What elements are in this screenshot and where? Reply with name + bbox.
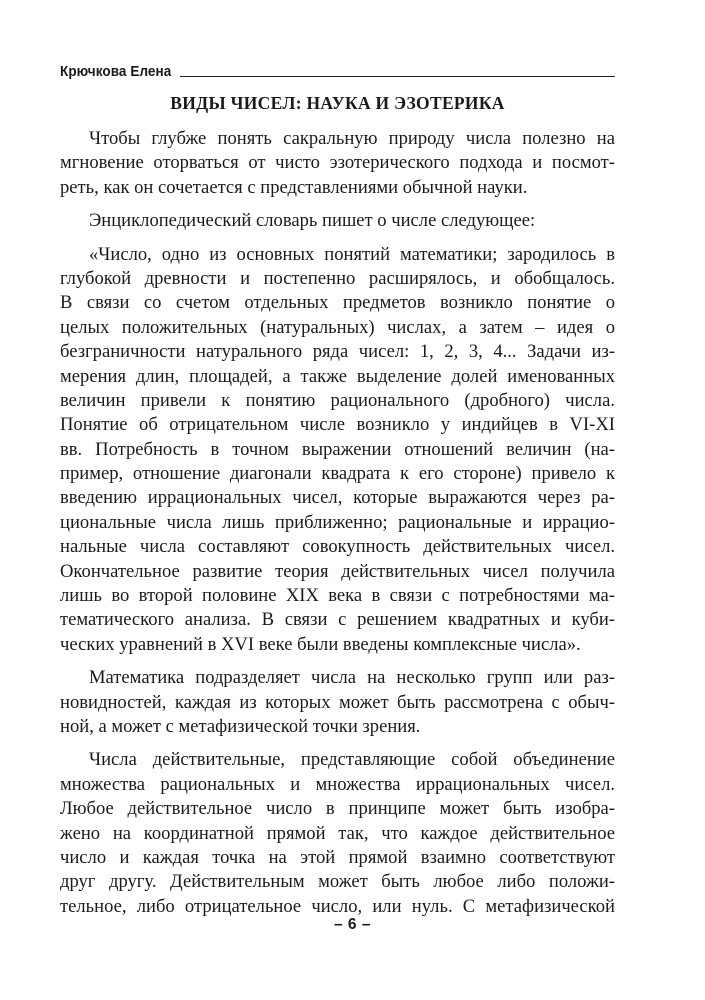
body-text	[60, 127, 615, 928]
text-line: величин привели к понятию рационального (дробного) числа.	[60, 389, 615, 411]
text-line: введению иррациональных чисел, которые выражаются через ра-	[60, 487, 615, 509]
text-line: пример, отношение диагонали квадрата к его стороне) привело к	[60, 463, 615, 485]
header-rule	[180, 76, 615, 77]
text-line: «Число, одно из основных понятий математики; зародилось в	[89, 243, 615, 265]
text-line: Окончательное развитие теория действительных чисел получила	[60, 560, 615, 582]
text-line: ческих уравнений в XVI веке были введены комплексные числа».	[60, 633, 581, 655]
text-line: Чтобы глубже понять сакральную природу числа полезно на	[89, 128, 615, 149]
paragraph	[60, 243, 615, 658]
text-line: мерения длин, площадей, а также выделение долей именованных	[60, 365, 615, 387]
text-line: нальные числа составляют совокупность действительных чисел.	[60, 536, 615, 558]
text-line: целых положительных (натуральных) числах, а затем – идея о	[60, 316, 615, 338]
text-line: Числа действительные, представляющие собой объединение	[89, 749, 615, 771]
running-header	[60, 61, 615, 81]
text-line: Любое действительное число в принципе может быть изобра-	[60, 798, 615, 820]
text-line: новидностей, каждая из которых может быть рассмотрена с обыч-	[60, 691, 615, 713]
text-line: жено на координатной прямой так, что каждое действительное	[60, 822, 615, 844]
text-line: множества рациональных и множества иррациональных чисел.	[60, 773, 615, 795]
text-line: глубокой древности и постепенно расширялось, и обобщалось.	[60, 267, 615, 289]
text-line: лишь во второй половине XIX века в связи с потребностями ма-	[60, 585, 615, 607]
text-line: ной, а может с метафизической точки зрения.	[60, 715, 421, 737]
paragraph	[60, 666, 615, 739]
chapter-title: ВИДЫ ЧИСЕЛ: НАУКА И ЭЗОТЕРИКА	[170, 93, 505, 113]
text-line: тельное, либо отрицательное число, или нуль. С метафизической	[60, 895, 615, 917]
text-line: циональные числа лишь приближенно; рациональные и иррацио-	[60, 511, 615, 533]
text-line: Математика подразделяет числа на несколько групп или раз-	[89, 667, 615, 689]
text-line: В связи со счетом отдельных предметов возникло понятие о	[60, 292, 615, 314]
text-line: мгновение оторваться от чисто эзотерического подхода и посмот-	[60, 152, 615, 174]
paragraph	[60, 127, 615, 200]
paragraph	[60, 748, 615, 919]
text-line: число и каждая точка на этой прямой взаимно соответствуют	[60, 846, 615, 868]
text-line: реть, как он сочетается с представлениями обычной науки.	[60, 176, 528, 198]
author-name: Крючкова Елена	[60, 63, 172, 80]
page-number: – 6 –	[334, 916, 371, 933]
text-line: безграничности натурального ряда чисел: 1, 2, 3, 4... Задачи из-	[60, 341, 615, 363]
text-line: друг другу. Действительным может быть любое либо положи-	[60, 871, 615, 893]
paragraph	[60, 209, 615, 233]
text-line: Понятие об отрицательном числе возникло у индийцев в VI-XI	[60, 414, 615, 436]
text-line: вв. Потребность в точном выражении отношений величин (на-	[60, 438, 615, 460]
text-line: Энциклопедический словарь пишет о числе следующее:	[89, 210, 536, 232]
text-line: тематического анализа. В связи с решением квадратных и куби-	[60, 609, 615, 631]
